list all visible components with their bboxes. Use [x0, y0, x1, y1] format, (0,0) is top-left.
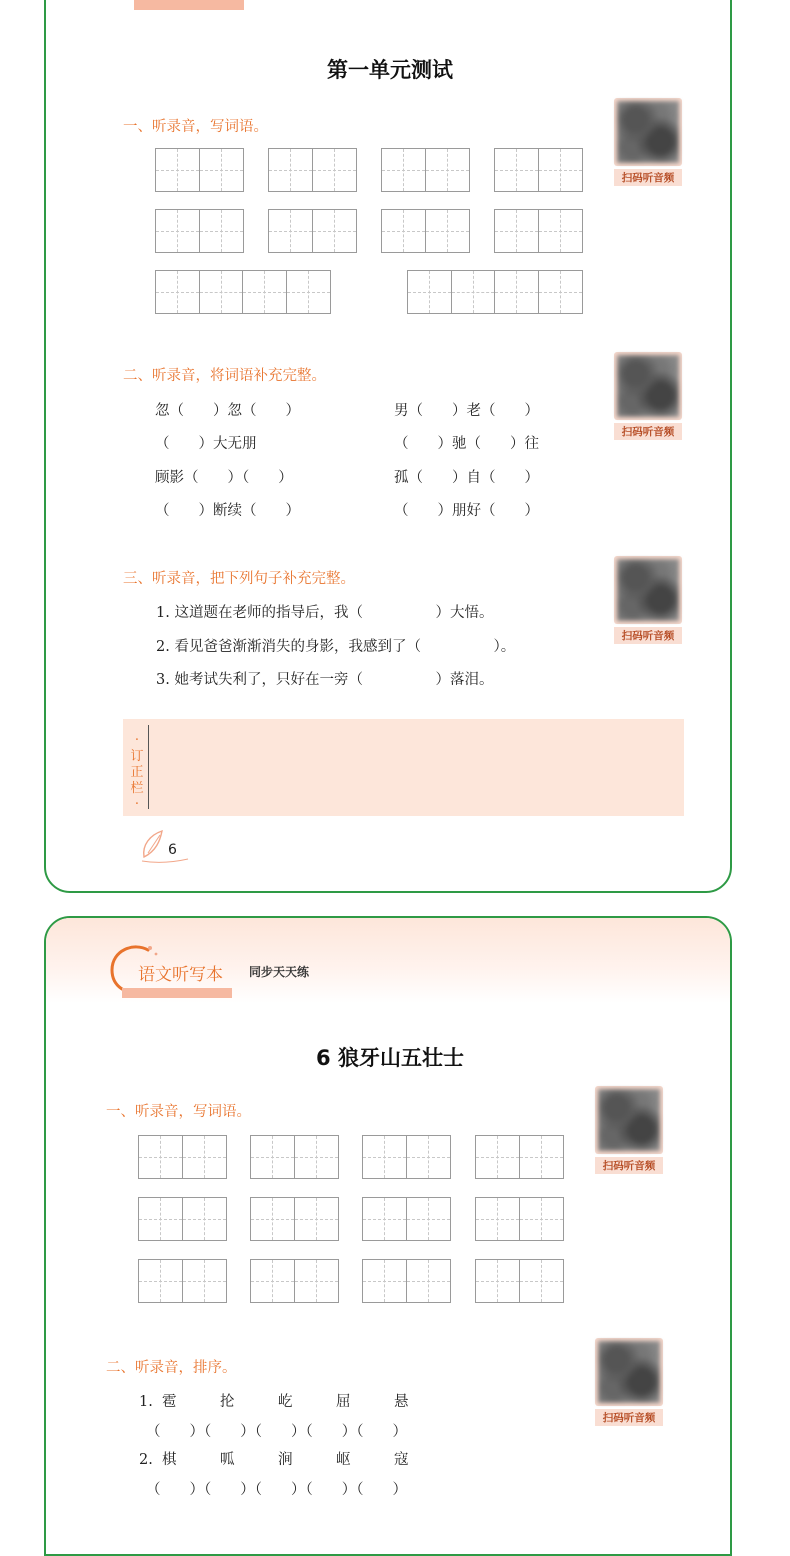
writing-grid[interactable] — [250, 1135, 339, 1179]
qr-label: 扫码听音频 — [614, 627, 682, 644]
qr-label: 扫码听音频 — [614, 169, 682, 186]
section-heading: 二、听录音，排序。 — [106, 1360, 237, 1376]
fill-blank-item: 孤（ ）自（ ） — [394, 470, 539, 486]
section-heading: 二、听录音，将词语补充完整。 — [123, 368, 326, 384]
fill-blank-item: 顾影（ ）（ ） — [155, 470, 293, 486]
writing-grid[interactable] — [362, 1135, 451, 1179]
answer-row: （ ）（ ）（ ）（ ）（ ） — [146, 1424, 407, 1440]
writing-grid[interactable] — [381, 209, 470, 253]
sort-row: 2. 棋 呱 涧 岖 寇 — [139, 1452, 409, 1468]
writing-grid[interactable] — [475, 1259, 564, 1303]
divider — [148, 725, 149, 809]
writing-grid[interactable] — [362, 1259, 451, 1303]
qr-label: 扫码听音频 — [595, 1409, 663, 1426]
fill-blank-item: 男（ ）老（ ） — [394, 403, 539, 419]
qr-code[interactable] — [595, 1086, 663, 1154]
qr-code[interactable] — [614, 556, 682, 624]
writing-grid[interactable] — [138, 1197, 227, 1241]
sort-row: 1. 雹 抡 屹 屈 悬 — [139, 1394, 409, 1410]
sentence-item: 3. 她考试失利了，只好在一旁（ ）落泪。 — [156, 672, 494, 688]
writing-grid[interactable] — [475, 1197, 564, 1241]
page-title: 6 狼牙山五壮士 — [316, 1046, 464, 1070]
answer-row: （ ）（ ）（ ）（ ）（ ） — [146, 1482, 407, 1498]
writing-grid[interactable] — [494, 209, 583, 253]
writing-grid[interactable] — [250, 1259, 339, 1303]
writing-grid[interactable] — [138, 1135, 227, 1179]
fill-blank-item: （ ）驰（ ）往 — [394, 436, 539, 452]
writing-grid[interactable] — [268, 209, 357, 253]
qr-code[interactable] — [614, 352, 682, 420]
section-heading: 一、听录音，写词语。 — [106, 1104, 251, 1120]
fill-blank-item: （ ）断续（ ） — [155, 503, 300, 519]
writing-grid[interactable] — [138, 1259, 227, 1303]
correction-label: ·订正栏· — [130, 733, 144, 812]
page-number: 6 — [168, 842, 177, 858]
writing-grid[interactable] — [362, 1197, 451, 1241]
writing-grid[interactable] — [155, 270, 331, 314]
writing-grid[interactable] — [268, 148, 357, 192]
writing-grid[interactable] — [475, 1135, 564, 1179]
leaf-icon — [138, 827, 194, 867]
brand-ribbon — [134, 0, 244, 10]
writing-grid[interactable] — [494, 148, 583, 192]
fill-blank-item: 忽（ ）忽（ ） — [155, 403, 300, 419]
worksheet-page-1 — [44, 0, 732, 893]
writing-grid[interactable] — [155, 148, 244, 192]
qr-code[interactable] — [614, 98, 682, 166]
section-heading: 一、听录音，写词语。 — [123, 119, 268, 135]
brand-name: 语文听写本 — [138, 965, 223, 985]
fill-blank-item: （ ）朋好（ ） — [394, 503, 539, 519]
writing-grid[interactable] — [407, 270, 583, 314]
section-heading: 三、听录音，把下列句子补充完整。 — [123, 571, 355, 587]
worksheet-page-2 — [44, 916, 732, 1556]
correction-panel[interactable] — [123, 719, 684, 816]
writing-grid[interactable] — [250, 1197, 339, 1241]
fill-blank-item: （ ）大无朋 — [155, 436, 257, 452]
writing-grid[interactable] — [155, 209, 244, 253]
qr-label: 扫码听音频 — [614, 423, 682, 440]
sentence-item: 2. 看见爸爸渐渐消失的身影，我感到了（ ）。 — [156, 639, 516, 655]
writing-grid[interactable] — [381, 148, 470, 192]
brand-ribbon — [122, 988, 232, 998]
brand-subtitle: 同步天天练 — [249, 965, 310, 979]
page-title: 第一单元测试 — [327, 58, 453, 82]
sentence-item: 1. 这道题在老师的指导后，我（ ）大悟。 — [156, 605, 494, 621]
qr-label: 扫码听音频 — [595, 1157, 663, 1174]
qr-code[interactable] — [595, 1338, 663, 1406]
